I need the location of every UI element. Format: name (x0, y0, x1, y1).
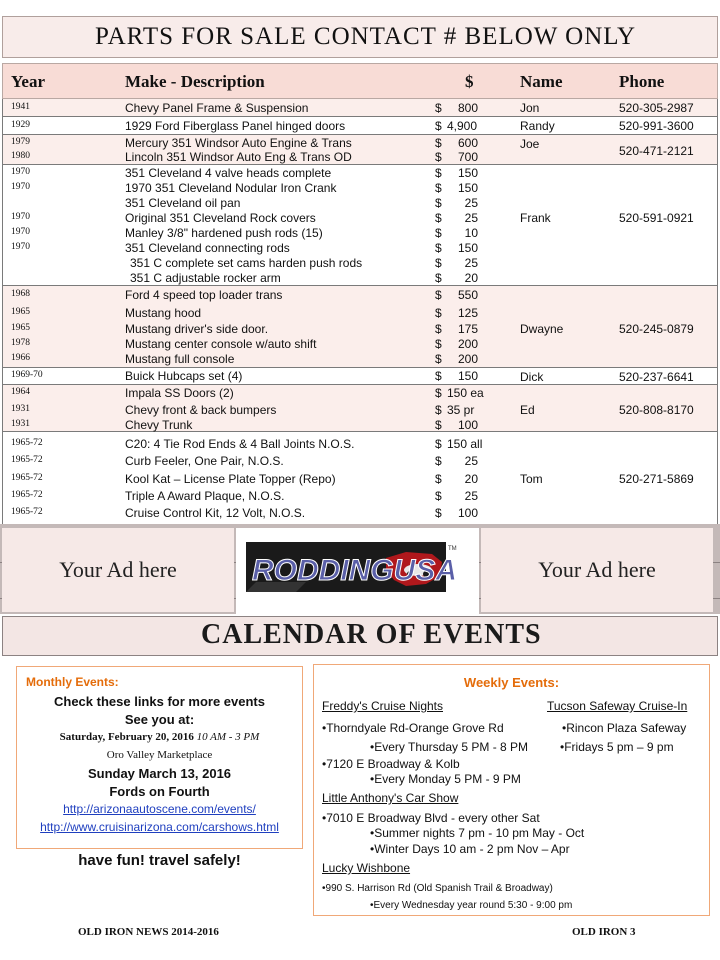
dollar-sign: $ (435, 166, 442, 180)
row-description: 351 Cleveland oil pan (125, 196, 241, 210)
seller-phone: 520-591-0921 (619, 211, 694, 225)
row-description: 1929 Ford Fiberglass Panel hinged doors (125, 119, 346, 133)
table-row (3, 454, 717, 468)
table-row (3, 306, 717, 320)
seller-name: Dwayne (520, 322, 564, 336)
row-description: 1970 351 Cleveland Nodular Iron Crank (125, 181, 337, 195)
row-price: 150 (457, 166, 478, 180)
table-row (3, 271, 717, 285)
row-year: 1965 (11, 323, 30, 333)
freddys-location-1: •Thorndyale Rd-Orange Grove Rd (322, 721, 504, 735)
table-row (3, 506, 717, 520)
row-year: 1969-70 (11, 370, 43, 380)
seller-phone: 520-471-2121 (619, 144, 694, 158)
row-price: 125 (457, 306, 478, 320)
col-price: $ (465, 72, 474, 91)
table-row (3, 136, 717, 150)
dollar-sign: $ (435, 181, 442, 195)
dollar-sign: $ (435, 119, 442, 133)
seller-name: Frank (520, 211, 551, 225)
little-anthonys-heading: Little Anthony's Car Show (322, 791, 459, 805)
seller-phone: 520-245-0879 (619, 322, 694, 336)
row-year: 1970 (11, 227, 30, 237)
row-description: Chevy Trunk (125, 418, 193, 432)
row-description: Mustang driver's side door. (125, 322, 269, 336)
monthly-events-heading: Monthly Events: (26, 675, 119, 689)
table-body (2, 99, 718, 527)
row-price: 150 (457, 241, 478, 255)
table-row (3, 403, 717, 417)
little-anthonys-winter: •Winter Days 10 am - 2 pm Nov – Apr (370, 842, 570, 856)
seller-group (2, 117, 718, 135)
row-year: 1965-72 (11, 473, 43, 483)
table-row (3, 437, 717, 451)
dollar-sign: $ (435, 352, 442, 366)
freddys-time-1: •Every Thursday 5 PM - 8 PM (370, 740, 529, 754)
table-row (3, 101, 717, 115)
have-fun-message: have fun! travel safely! (78, 852, 241, 869)
freddys-location-2: •7120 E Broadway & Kolb (322, 757, 460, 771)
seller-group (2, 165, 718, 286)
row-price: 150 ea (447, 386, 484, 400)
row-description: Cruise Control Kit, 12 Volt, N.O.S. (125, 506, 306, 520)
arizona-autoscene-link[interactable]: http://arizonaautoscene.com/events/ (63, 802, 256, 816)
dollar-sign: $ (435, 454, 442, 468)
dollar-sign: $ (435, 489, 442, 503)
table-header (2, 63, 718, 99)
seller-name: Ed (520, 403, 535, 417)
dollar-sign: $ (435, 506, 442, 520)
row-year: 1979 (11, 137, 30, 147)
row-description: Triple A Award Plaque, N.O.S. (125, 489, 285, 503)
table-row (3, 181, 717, 195)
table-row (3, 418, 717, 432)
lucky-wishbone-location: •990 S. Harrison Rd (Old Spanish Trail & Broadway) (322, 883, 553, 894)
row-price: 550 (457, 288, 478, 302)
row-description: Mercury 351 Windsor Auto Engine & Trans (125, 136, 352, 150)
row-description: Ford 4 speed top loader trans (125, 288, 283, 302)
table-row (3, 386, 717, 400)
row-description: Manley 3/8" hardened push rods (15) (125, 226, 323, 240)
seller-name: Jon (520, 101, 540, 115)
dollar-sign: $ (435, 403, 442, 417)
seller-group (2, 385, 718, 432)
table-row (3, 369, 717, 383)
row-price: 600 (457, 136, 478, 150)
row-description: Curb Feeler, One Pair, N.O.S. (125, 454, 284, 468)
row-year: 1970 (11, 212, 30, 222)
weekly-events-box (313, 664, 710, 916)
col-phone: Phone (619, 72, 665, 91)
row-year: 1941 (11, 102, 30, 112)
row-price: 25 (464, 211, 478, 225)
table-row (3, 166, 717, 180)
row-description: 351 C adjustable rocker arm (130, 271, 281, 285)
row-price: 100 (457, 418, 478, 432)
row-price: 150 (457, 369, 478, 383)
row-year: 1980 (11, 151, 30, 161)
row-year: 1965-72 (11, 455, 43, 465)
dollar-sign: $ (435, 418, 442, 432)
row-description: Mustang hood (125, 306, 202, 320)
row-year: 1966 (11, 353, 30, 363)
row-price: 20 (464, 472, 478, 486)
row-year: 1970 (11, 182, 30, 192)
row-year: 1965 (11, 307, 30, 317)
row-description: Chevy Panel Frame & Suspension (125, 101, 309, 115)
tucson-location: •Rincon Plaza Safeway (562, 721, 687, 735)
seller-phone: 520-305-2987 (619, 101, 694, 115)
row-year: 1965-72 (11, 507, 43, 517)
row-price: 25 (464, 454, 478, 468)
table-row (3, 226, 717, 240)
calendar-of-events-heading (2, 616, 718, 656)
dollar-sign: $ (435, 386, 442, 400)
dollar-sign: $ (435, 256, 442, 270)
dollar-sign: $ (435, 437, 442, 451)
table-row (3, 489, 717, 503)
lucky-wishbone-time: •Every Wednesday year round 5:30 - 9:00 pm (370, 900, 573, 911)
row-price: 150 (457, 181, 478, 195)
row-price: 10 (464, 226, 478, 240)
dollar-sign: $ (435, 472, 442, 486)
ad-placeholder-left[interactable] (2, 528, 234, 612)
row-year: 1965-72 (11, 438, 43, 448)
seller-group (2, 432, 718, 527)
row-year: 1978 (11, 338, 30, 348)
table-row (3, 256, 717, 270)
row-price: 700 (457, 150, 478, 164)
dollar-sign: $ (435, 322, 442, 336)
table-row (3, 119, 717, 133)
row-price: 20 (464, 271, 478, 285)
dollar-sign: $ (435, 101, 442, 115)
dollar-sign: $ (435, 150, 442, 164)
rodding-usa-logo[interactable] (236, 528, 479, 614)
table-row (3, 322, 717, 336)
row-price: 200 (457, 352, 478, 366)
row-price: 25 (464, 196, 478, 210)
row-year: 1931 (11, 404, 30, 414)
col-make-description: Make - Description (125, 72, 265, 91)
row-description: Buick Hubcaps set (4) (125, 369, 243, 383)
seller-group (2, 368, 718, 385)
monthly-line-check-links: Check these links for more events (54, 694, 265, 709)
row-price: 800 (457, 101, 478, 115)
row-price: 25 (464, 489, 478, 503)
row-price: 200 (457, 337, 478, 351)
table-row (3, 472, 717, 486)
table-row (3, 337, 717, 351)
row-description: Lincoln 351 Windsor Auto Eng & Trans OD (125, 150, 352, 164)
seller-name: Tom (520, 472, 543, 486)
seller-name: Randy (520, 119, 555, 133)
event-time-text: 10 AM - 3 PM (196, 731, 260, 743)
dollar-sign: $ (435, 288, 442, 302)
calendar-title-text: CALENDAR OF EVENTS (201, 619, 542, 650)
row-year: 1968 (11, 289, 30, 299)
table-row (3, 150, 717, 164)
seller-name: Dick (520, 370, 544, 384)
weekly-events-heading: Weekly Events: (463, 675, 560, 690)
footer-right: OLD IRON 3 (572, 926, 636, 938)
logo-text: RODDINGUSA (252, 554, 458, 587)
parts-table (2, 63, 718, 527)
dollar-sign: $ (435, 369, 442, 383)
row-year: 1970 (11, 242, 30, 252)
seller-group (2, 99, 718, 117)
seller-group (2, 135, 718, 165)
row-description: 351 Cleveland 4 valve heads complete (125, 166, 332, 180)
seller-phone: 520-237-6641 (619, 370, 694, 384)
ad-placeholder-right[interactable] (481, 528, 713, 612)
little-anthonys-location: •7010 E Broadway Blvd - every other Sat (322, 811, 540, 825)
event-date-text: Saturday, February 20, 2016 (59, 731, 194, 743)
logo-trademark: TM (448, 546, 457, 552)
row-description: 351 Cleveland connecting rods (125, 241, 290, 255)
table-row (3, 196, 717, 210)
dollar-sign: $ (435, 337, 442, 351)
row-description: Kool Kat – License Plate Topper (Repo) (125, 472, 336, 486)
row-price: 150 all (447, 437, 483, 451)
row-description: Mustang full console (125, 352, 235, 366)
row-description: Mustang center console w/auto shift (125, 337, 317, 351)
seller-phone: 520-808-8170 (619, 403, 694, 417)
freddys-cruise-nights-heading: Freddy's Cruise Nights (322, 699, 443, 713)
row-year: 1970 (11, 167, 30, 177)
row-description: Chevy front & back bumpers (125, 403, 277, 417)
tucson-time: •Fridays 5 pm – 9 pm (560, 740, 674, 754)
tucson-safeway-heading: Tucson Safeway Cruise-In (547, 699, 688, 713)
monthly-event-date-1 (17, 731, 302, 743)
monthly-line-see-you: See you at: (124, 712, 195, 727)
dollar-sign: $ (435, 271, 442, 285)
cruisin-arizona-link[interactable]: http://www.cruisinarizona.com/carshows.html (40, 820, 279, 834)
row-year: 1929 (11, 120, 30, 130)
table-row (3, 288, 717, 302)
row-price: 35 pr (447, 403, 475, 417)
parts-for-sale-title (2, 16, 718, 58)
row-year: 1931 (11, 419, 30, 429)
dollar-sign: $ (435, 196, 442, 210)
monthly-events-box (16, 666, 303, 849)
rodding-usa-logo-image (236, 528, 479, 614)
row-price: 4,900 (447, 119, 478, 133)
lucky-wishbone-heading: Lucky Wishbone (322, 861, 411, 875)
dollar-sign: $ (435, 306, 442, 320)
seller-phone: 520-991-3600 (619, 119, 694, 133)
monthly-event-date-2: Sunday March 13, 2016 (87, 766, 232, 781)
row-price: 175 (457, 322, 478, 336)
table-row (3, 211, 717, 225)
little-anthonys-summer: •Summer nights 7 pm - 10 pm May - Oct (370, 826, 585, 840)
dollar-sign: $ (435, 241, 442, 255)
dollar-sign: $ (435, 226, 442, 240)
ad-right-text: Your Ad here (538, 557, 656, 582)
seller-phone: 520-271-5869 (619, 472, 694, 486)
freddys-time-2: •Every Monday 5 PM - 9 PM (370, 772, 521, 786)
seller-group (2, 286, 718, 368)
row-description: 351 C complete set cams harden push rods (130, 256, 363, 270)
footer-left: OLD IRON NEWS 2014-2016 (78, 926, 219, 938)
col-year: Year (11, 72, 45, 91)
table-row (3, 241, 717, 255)
row-year: 1965-72 (11, 490, 43, 500)
monthly-event-venue-1: Oro Valley Marketplace (106, 749, 213, 761)
table-row (3, 352, 717, 366)
row-price: 100 (457, 506, 478, 520)
dollar-sign: $ (435, 136, 442, 150)
row-description: Impala SS Doors (2) (125, 386, 234, 400)
seller-name: Joe (520, 137, 540, 151)
ad-left-text: Your Ad here (59, 557, 177, 582)
monthly-event-name-2: Fords on Fourth (109, 784, 210, 799)
col-name: Name (520, 72, 563, 91)
title-text: PARTS FOR SALE CONTACT # BELOW ONLY (95, 23, 637, 50)
row-description: C20: 4 Tie Rod Ends & 4 Ball Joints N.O.S. (125, 437, 355, 451)
row-year: 1964 (11, 387, 30, 397)
dollar-sign: $ (435, 211, 442, 225)
row-description: Original 351 Cleveland Rock covers (125, 211, 316, 225)
row-price: 25 (464, 256, 478, 270)
